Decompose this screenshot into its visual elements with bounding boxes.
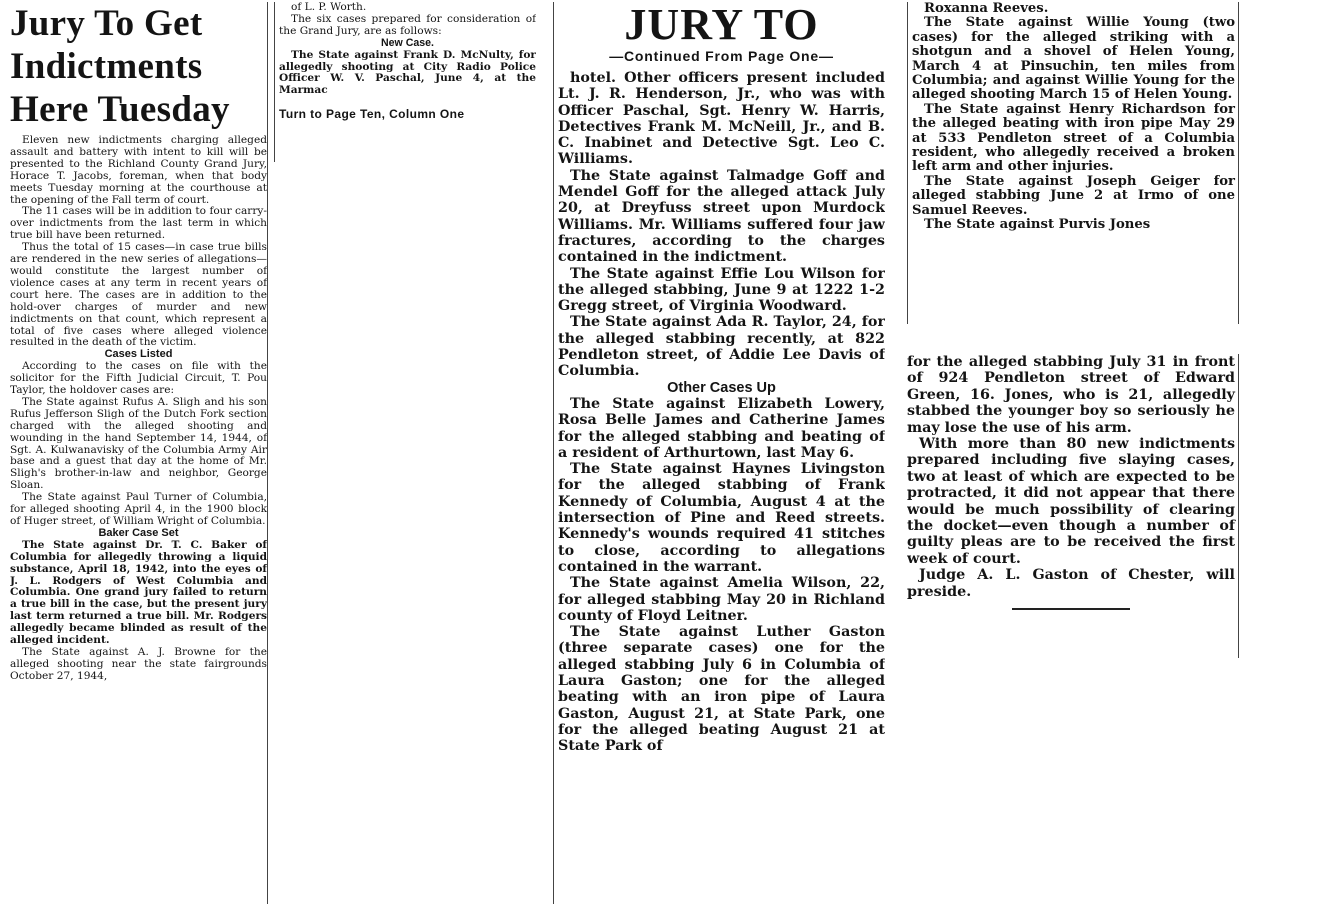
paragraph: of L. P. Worth. [291, 2, 367, 13]
paragraph: The State against Frank D. McNulty, for allegedly shooting at City Radio Police Officer W. V. Paschal, June 4, at the Marmac [279, 48, 536, 97]
headline-line: Jury To Get [10, 3, 203, 44]
article-a-column-1 [10, 2, 268, 904]
subheading: Cases Listed [104, 348, 173, 361]
paragraph: Eleven new indictments charging alleged assault and battery with intent to kill will be presented to the Richland County Grand Jury, Horace T. Jacobs, foreman, when that body meets Tuesday morning at the courthouse at the opening of the Fall term of court. [10, 134, 267, 206]
article-a-col1-body [10, 135, 267, 683]
article-a-column-2 [274, 2, 536, 162]
paragraph: The State against Effie Lou Wilson for the alleged stabbing, June 9 at 1222 1-2 Gregg street, of Virginia Woodward. [558, 265, 885, 315]
paragraph: The State against Dr. T. C. Baker of Columbia for allegedly throwing a liquid substance, April 18, 1942, into the eyes of J. L. Rodgers of West Columbia and Columbia. One grand jury failed to return a true bill in the case, but the present jury last term returned a true bill. Mr. Rodgers allegedly became blinded as result of the alleged incident. [10, 538, 267, 647]
subheading: Baker Case Set [98, 526, 179, 539]
paragraph: The State against Joseph Geiger for alleged stabbing June 2 at Irmo of one Samuel Reeves. [912, 173, 1235, 218]
end-rule [1012, 608, 1130, 610]
paragraph: The State against Haynes Livingston for the alleged stabbing of Frank Kennedy of Columbia, August 4 at the intersection of Pine and Reed streets. Kennedy's wounds required 41 stitches to close, according to allegations contained in the warrant. [558, 461, 885, 575]
paragraph: The State against Amelia Wilson, 22, for alleged stabbing May 20 in Richland county of Floyd Leitner. [558, 575, 885, 624]
paragraph: According to the cases on file with the solicitor for the Fifth Judicial Circuit, T. Pou Taylor, the holdover cases are: [10, 360, 267, 397]
continued-dash: — [818, 48, 834, 64]
paragraph: The State against Willie Young (two cases) for the alleged striking with a shotgun and a shovel of Helen Young, March 4 at Pinsuchin, ten miles from Columbia; and against Willie Young for the alleged shooting March 15 of Helen Young. [912, 15, 1235, 103]
headline-line: Here Tuesday [10, 89, 230, 130]
paragraph: With more than 80 new indictments prepared including five slaying cases, two at least of which are expected to be protracted, it did not appear that there would be much possibility of clearing the docket—even though a number of guilty pleas are to be received the first week of court. [907, 436, 1235, 567]
article-b-column-3 [553, 2, 885, 904]
article-b-col5-body [907, 354, 1235, 600]
paragraph: Thus the total of 15 cases—in case true bills are rendered in the new series of allegations—would constitute the largest number of violence cases at any term in recent years of court here. The cases are in addition to the hold-over charges of murder and new indictments on that count, which represent a total of five cases where alleged violence resulted in the death of the victim. [10, 241, 267, 349]
continued-dash: — [609, 48, 625, 64]
paragraph: The 11 cases will be in addition to four carry-over indictments from the last term in which true bill have been returned. [10, 205, 267, 242]
continued-text: Continued From Page One [624, 48, 819, 64]
jump-line: Turn to Page Ten, Column One [279, 107, 465, 122]
continued-line [558, 48, 885, 64]
article-b-col3-body [558, 70, 885, 754]
paragraph: The State against Ada R. Taylor, 24, for the alleged stabbing recently, at 822 Pendleton street, of Addie Lee Davis of Columbia. [558, 314, 885, 380]
paragraph: The State against Talmadge Goff and Mendel Goff for the alleged attack July 20, at Dreyfuss street upon Murdock Williams. Mr. Williams suffered four jaw fractures, according to the charges contained in the indictment. [558, 167, 885, 266]
paragraph: The six cases prepared for consideration of the Grand Jury, are as follows: [279, 12, 536, 37]
paragraph: The State against Paul Turner of Columbia, for alleged shooting April 4, in the 1900 block of Huger street, of William Wright of Columbia. [10, 491, 267, 527]
article-b-headline: JURY TO [624, 2, 819, 49]
paragraph: Roxanna Reeves. [924, 2, 1049, 16]
paragraph: The State against Elizabeth Lowery, Rosa Belle James and Catherine James for the alleged stabbing and beating of a resident of Arthurtown, last May 6. [558, 395, 885, 461]
subheading: Other Cases Up [667, 379, 776, 396]
paragraph: Judge A. L. Gaston of Chester, will preside. [907, 567, 1235, 600]
article-a-headline [10, 2, 267, 131]
article-b-column-4 [907, 2, 1239, 324]
paragraph: hotel. Other officers present included Lt. J. R. Henderson, Jr., who was with Officer Paschal, Sgt. Henry W. Harris, Detectives Frank M. McNeill, Jr., and B. C. Inabinet and Detective Sgt. Leo C. Williams. [558, 70, 885, 168]
article-a-col2-body [279, 2, 536, 97]
paragraph: The State against A. J. Browne for the alleged shooting near the state fairgrounds October 27, 1944, [10, 645, 267, 682]
subheading: New Case. [381, 36, 434, 49]
paragraph: The State against Purvis Jones [924, 217, 1151, 233]
paragraph: for the alleged stabbing July 31 in front of 924 Pendleton street of Edward Green, 16. Jones, who is 21, allegedly stabbed the younger boy so seriously he may lose the use of his arm. [907, 354, 1235, 436]
headline-line: Indictments [10, 46, 203, 87]
article-b-column-5 [907, 354, 1239, 658]
paragraph: The State against Henry Richardson for the alleged beating with iron pipe May 29 at 533 Pendleton street of a Columbia resident, who allegedly received a broken left arm and other injuries. [912, 101, 1235, 175]
article-b-col4-body [912, 2, 1235, 233]
paragraph: The State against Luther Gaston (three separate cases) one for the alleged stabbing July 6 in Columbia of Laura Gaston; one for the alleged beating with an iron pipe of Laura Gaston, August 21, at State Park, one for the alleged beating August 21 at State Park of [558, 624, 885, 755]
paragraph: The State against Rufus A. Sligh and his son Rufus Jefferson Sligh of the Dutch Fork section charged with the alleged shooting and wounding in the hand September 14, 1944, of Sgt. A. Kulwanavisky of the Columbia Army Air base and a guest that day at the home of Mr. Sligh's brother-in-law and neighbor, George Sloan. [10, 395, 267, 492]
